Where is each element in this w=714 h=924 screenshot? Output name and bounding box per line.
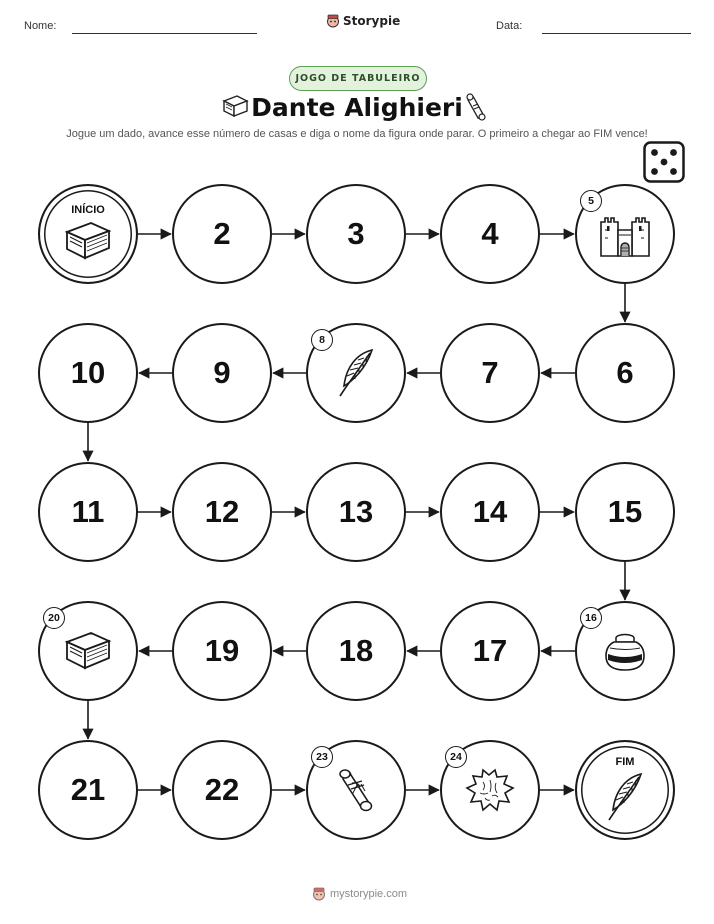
- start-space: [38, 184, 138, 284]
- book-icon: [61, 628, 115, 674]
- name-label: Nome:: [24, 20, 57, 32]
- finish-label: FIM: [615, 756, 635, 768]
- space-number: 3: [347, 216, 365, 251]
- parchment-hide-icon: [463, 766, 517, 814]
- space-number-badge: 16: [580, 607, 602, 629]
- board-space-6: [575, 323, 675, 423]
- page-title: Dante Alighieri: [251, 93, 463, 122]
- space-number: 13: [338, 494, 374, 529]
- space-number: 10: [70, 355, 106, 390]
- board-space-4: [440, 184, 540, 284]
- storypie-mascot-icon: [312, 887, 326, 901]
- book-icon: [61, 218, 115, 264]
- date-label: Data:: [496, 20, 523, 32]
- space-number: 22: [204, 772, 240, 807]
- instructions: Jogue um dado, avance esse número de casas e diga o nome da figura onde parar. O primeiro a chegar ao FIM vence!: [66, 128, 648, 140]
- space-number-badge: 20: [43, 607, 65, 629]
- ink-pot-icon: [600, 628, 650, 674]
- space-number: 21: [70, 772, 106, 807]
- space-number: 11: [71, 494, 105, 529]
- space-number-badge: 8: [311, 329, 333, 351]
- finish-space: [575, 740, 675, 840]
- space-number: 9: [213, 355, 231, 390]
- board-space-10: [38, 323, 138, 423]
- board-space-13: [306, 462, 406, 562]
- board-space-18: [306, 601, 406, 701]
- space-number: 2: [213, 216, 231, 251]
- space-number: 17: [472, 633, 508, 668]
- castle-icon: [597, 210, 653, 258]
- board-space-2: [172, 184, 272, 284]
- space-number-badge: 5: [580, 190, 602, 212]
- space-number: 7: [481, 355, 499, 390]
- start-label: INÍCIO: [71, 204, 105, 216]
- quill-icon: [603, 770, 647, 824]
- game-type-badge: JOGO DE TABULEIRO: [289, 66, 427, 91]
- board-space-12: [172, 462, 272, 562]
- board-space-7: [440, 323, 540, 423]
- board-space-21: [38, 740, 138, 840]
- quill-icon: [334, 346, 378, 400]
- space-number: 12: [204, 494, 240, 529]
- scroll-icon: [331, 765, 381, 815]
- footer-url[interactable]: mystorypie.com: [330, 888, 408, 900]
- space-number: 4: [481, 216, 499, 251]
- board-space-9: [172, 323, 272, 423]
- space-number: 15: [607, 494, 643, 529]
- space-number: 6: [616, 355, 634, 390]
- space-number: 14: [472, 494, 508, 529]
- footer: [312, 887, 407, 901]
- space-number-badge: 24: [445, 746, 467, 768]
- board-space-17: [440, 601, 540, 701]
- board-space-14: [440, 462, 540, 562]
- space-number: 19: [204, 633, 240, 668]
- board-space-19: [172, 601, 272, 701]
- board-space-22: [172, 740, 272, 840]
- board-space-3: [306, 184, 406, 284]
- brand-name: Storypie: [343, 14, 401, 28]
- board-space-11: [38, 462, 138, 562]
- board-space-15: [575, 462, 675, 562]
- space-number: 18: [338, 633, 374, 668]
- space-number-badge: 23: [311, 746, 333, 768]
